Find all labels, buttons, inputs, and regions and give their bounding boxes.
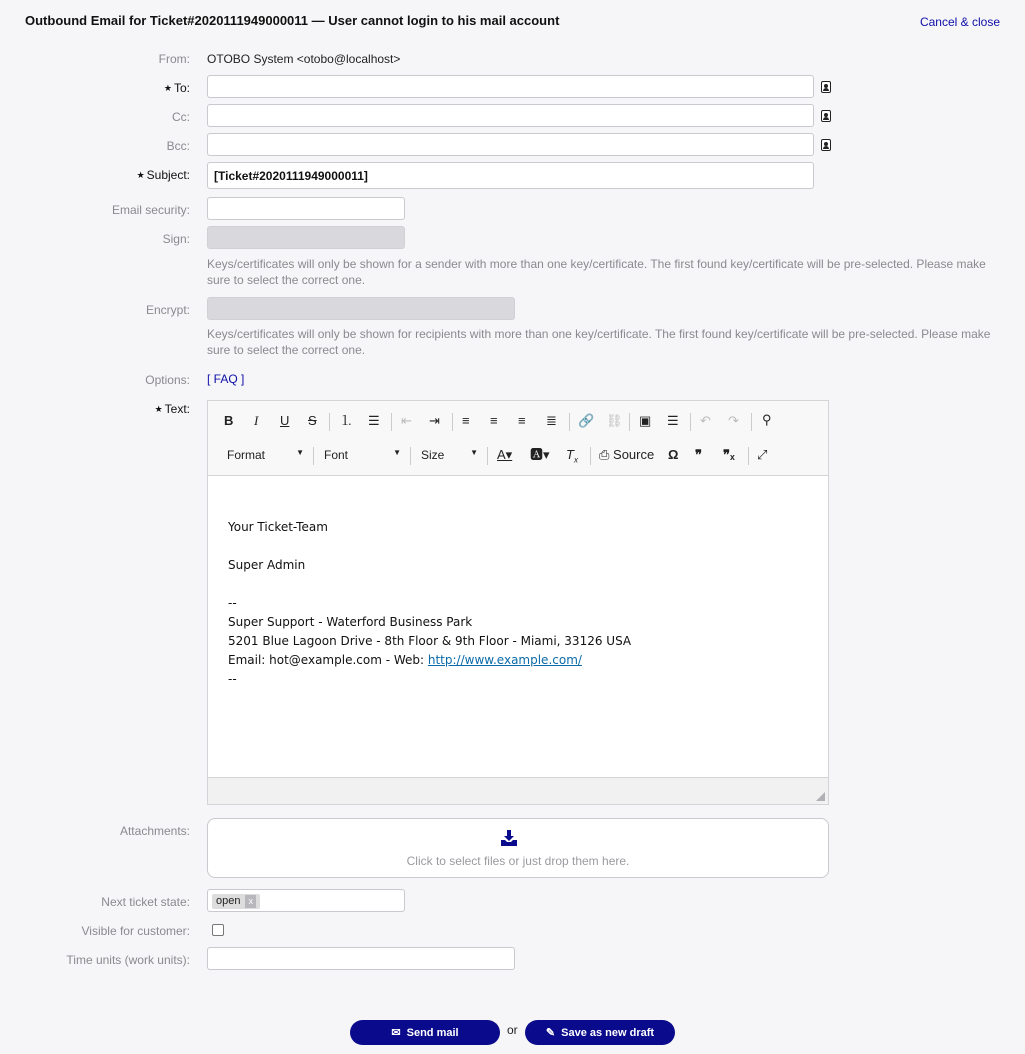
bold-icon[interactable]: B bbox=[224, 413, 234, 428]
redo-icon[interactable]: ↷ bbox=[728, 413, 739, 428]
editor-toolbar bbox=[208, 401, 828, 476]
signature-line: -- bbox=[228, 596, 237, 610]
envelope-icon: ✉ bbox=[391, 1027, 401, 1039]
editor-footer bbox=[208, 777, 828, 804]
bullet-list-icon[interactable]: ☰ bbox=[368, 413, 380, 428]
email-security-input[interactable] bbox=[208, 198, 404, 219]
align-center-icon[interactable]: ≡ bbox=[490, 413, 498, 428]
cc-field[interactable] bbox=[207, 104, 814, 127]
attachment-dropzone[interactable] bbox=[207, 818, 829, 878]
remove-blockquote-icon[interactable]: ❞ₓ bbox=[723, 447, 735, 462]
signature-line: Email: hot@example.com - Web: http://www.example.com/ bbox=[228, 653, 582, 667]
signature-line: Your Ticket-Team bbox=[228, 520, 328, 534]
signature-line: 5201 Blue Lagoon Drive - 8th Floor & 9th Floor - Miami, 33126 USA bbox=[228, 634, 632, 648]
signature-line: Super Support - Waterford Business Park bbox=[228, 615, 473, 629]
align-justify-icon[interactable]: ≣ bbox=[546, 413, 557, 428]
italic-icon[interactable]: I bbox=[254, 413, 259, 428]
options-label: Options: bbox=[145, 373, 190, 387]
signature-line: Super Admin bbox=[228, 558, 306, 572]
address-book-icon[interactable] bbox=[821, 110, 831, 122]
save-draft-button[interactable]: ✎ Save as new draft bbox=[525, 1020, 675, 1045]
link-icon[interactable]: 🔗 bbox=[578, 413, 595, 428]
faq-link[interactable]: [ FAQ ] bbox=[207, 372, 245, 386]
sign-select[interactable] bbox=[207, 226, 405, 249]
signature-line: -- bbox=[228, 672, 237, 686]
search-icon[interactable]: ⚲ bbox=[762, 412, 772, 427]
text-label: ★ Text: bbox=[154, 402, 190, 416]
undo-icon[interactable]: ↶ bbox=[700, 413, 711, 428]
rich-text-editor[interactable] bbox=[207, 400, 829, 805]
dropzone-hint: Click to select files or just drop them here. bbox=[406, 854, 630, 868]
time-units-field[interactable] bbox=[207, 947, 515, 970]
next-state-label: Next ticket state: bbox=[101, 895, 190, 909]
state-tag: open x bbox=[212, 894, 260, 909]
cc-label: Cc: bbox=[172, 110, 190, 124]
font-dropdown[interactable]: Font ▼ bbox=[324, 448, 401, 462]
or-separator: or bbox=[507, 1023, 518, 1037]
chevron-down-icon: ▼ bbox=[470, 448, 478, 457]
website-link[interactable]: http://www.example.com/ bbox=[427, 653, 582, 667]
underline-icon[interactable]: U bbox=[280, 413, 290, 428]
attachments-label: Attachments: bbox=[119, 824, 190, 838]
address-book-icon[interactable] bbox=[821, 139, 831, 151]
align-right-icon[interactable]: ≡ bbox=[518, 413, 526, 428]
visible-for-customer-checkbox[interactable] bbox=[212, 924, 224, 936]
required-star-icon: ★ bbox=[136, 170, 145, 180]
maximize-icon[interactable]: ⤢ bbox=[757, 447, 768, 462]
background-color-icon[interactable]: 🅰▾ bbox=[530, 447, 550, 462]
blockquote-icon[interactable]: ❞ bbox=[695, 447, 702, 462]
header bbox=[0, 0, 1025, 44]
download-tray-icon bbox=[500, 829, 518, 847]
to-label: ★ To: bbox=[163, 81, 190, 95]
source-button[interactable]: ⎙ Source bbox=[599, 447, 655, 462]
image-icon[interactable]: ▣ bbox=[639, 413, 652, 428]
subject-input[interactable] bbox=[208, 163, 813, 188]
time-units-label: Time units (work units): bbox=[66, 953, 190, 967]
edit-icon: ✎ bbox=[545, 1027, 556, 1039]
text-color-icon[interactable]: A▾ bbox=[497, 447, 513, 462]
subject-label: ★ Subject: bbox=[136, 168, 190, 182]
remove-tag-icon[interactable]: x bbox=[245, 895, 256, 908]
next-state-select[interactable] bbox=[207, 889, 405, 912]
align-left-icon[interactable]: ≡ bbox=[462, 413, 470, 428]
subject-field[interactable] bbox=[207, 162, 814, 189]
bcc-field[interactable] bbox=[207, 133, 814, 156]
horizontal-line-icon[interactable]: ☰ bbox=[667, 413, 679, 428]
resize-handle-icon[interactable] bbox=[816, 792, 825, 801]
email-security-label: Email security: bbox=[111, 203, 190, 217]
indent-icon[interactable]: ⇥ bbox=[429, 413, 440, 428]
size-dropdown[interactable]: Size ▼ bbox=[421, 448, 478, 462]
from-value: OTOBO System <otobo@localhost> bbox=[207, 52, 401, 66]
address-book-icon[interactable] bbox=[821, 81, 831, 93]
to-input[interactable] bbox=[208, 76, 813, 97]
numbered-list-icon[interactable]: ⒈ bbox=[340, 413, 354, 428]
special-char-icon[interactable]: Ω bbox=[668, 447, 679, 462]
chevron-down-icon: ▼ bbox=[393, 448, 401, 457]
visible-label: Visible for customer: bbox=[81, 924, 190, 938]
send-mail-button[interactable]: ✉ Send mail bbox=[350, 1020, 500, 1045]
required-star-icon: ★ bbox=[154, 404, 163, 414]
from-label: From: bbox=[158, 52, 190, 66]
time-units-input[interactable] bbox=[208, 948, 514, 969]
chevron-down-icon: ▼ bbox=[296, 448, 304, 457]
required-star-icon: ★ bbox=[163, 83, 172, 93]
bcc-input[interactable] bbox=[208, 134, 813, 155]
outdent-icon[interactable]: ⇤ bbox=[401, 413, 412, 428]
bcc-label: Bcc: bbox=[166, 139, 190, 153]
format-dropdown[interactable]: Format ▼ bbox=[227, 448, 304, 462]
encrypt-label: Encrypt: bbox=[145, 303, 190, 317]
editor-content[interactable] bbox=[208, 477, 828, 777]
cc-input[interactable] bbox=[208, 105, 813, 126]
page-title: Outbound Email for Ticket#2020111949000011 — User cannot login to his mail account bbox=[25, 13, 560, 28]
to-field[interactable] bbox=[207, 75, 814, 98]
sign-label: Sign: bbox=[162, 232, 190, 246]
strikethrough-icon[interactable]: S bbox=[308, 413, 317, 428]
email-security-select[interactable] bbox=[207, 197, 405, 220]
source-icon: ⎙ bbox=[599, 447, 610, 462]
cancel-close-link[interactable]: Cancel & close bbox=[919, 15, 1000, 29]
unlink-icon[interactable]: ⛓ bbox=[606, 413, 623, 428]
sign-hint: Keys/certificates will only be shown for a sender with more than one key/certificate. The first found key/certificate will be pre-selected. Please make sure to select the correct one. bbox=[207, 257, 986, 287]
remove-format-icon[interactable]: $T_x$ bbox=[566, 447, 578, 465]
encrypt-select[interactable] bbox=[207, 297, 515, 320]
encrypt-hint: Keys/certificates will only be shown for recipients with more than one key/certificate. The first found key/certificate will be pre-selected. Please make sure to select the correct one. bbox=[207, 327, 991, 357]
